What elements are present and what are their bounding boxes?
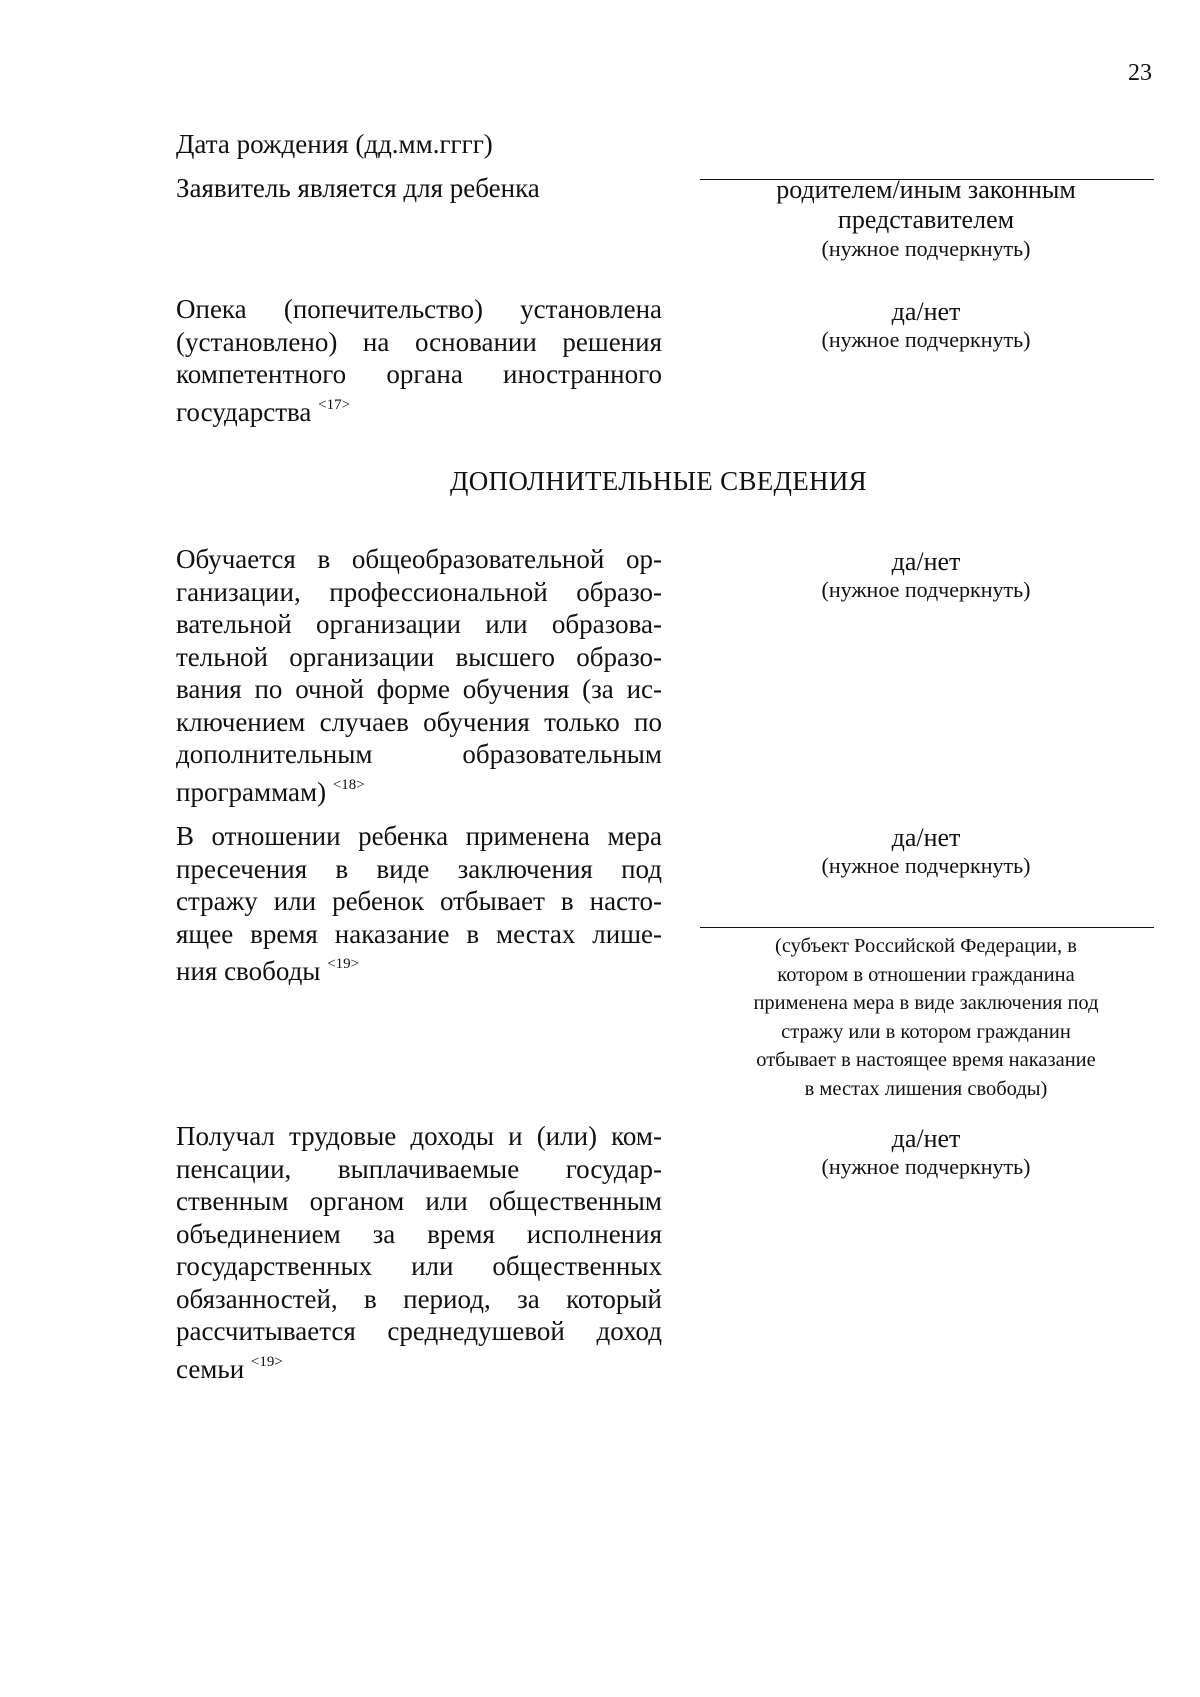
education-hint: (нужное подчеркнуть)	[821, 577, 1031, 602]
guardianship-line: компетентного органа иностранного	[176, 359, 662, 389]
education-line: тельной организации высшего образо-	[176, 641, 662, 672]
detention-label	[176, 820, 662, 988]
detention-value[interactable]: да/нет	[891, 823, 961, 852]
applicant-role-value-line1[interactable]: родителем/иным законным	[776, 175, 1076, 204]
education-line: Обучается в общеобразовательной ор-	[176, 544, 662, 574]
region-note-line: применена мера в виде заключения под	[753, 992, 1099, 1014]
detention-line: пресечения в виде заключения под	[176, 853, 662, 884]
region-field-line[interactable]	[700, 927, 1154, 928]
guardianship-line: (установлено) на основании решения	[176, 326, 662, 357]
birth-date-label: Дата рождения (дд.мм.гггг)	[176, 129, 493, 159]
education-line-last: программам) $^{<18>}$	[176, 776, 365, 807]
guardianship-line: Опека (попечительство) установлена	[176, 294, 662, 324]
labor-income-label	[176, 1120, 662, 1385]
education-line: вательной организации или образова-	[176, 609, 662, 639]
region-note-line: в местах лишения свободы)	[804, 1077, 1048, 1100]
education-line: ганизации, профессиональной образо-	[176, 576, 662, 607]
education-value[interactable]: да/нет	[891, 547, 961, 576]
page-number: 23	[1128, 60, 1152, 86]
education-line: ключением случаев обучения только по	[176, 706, 662, 737]
education-line: дополнительным образовательным	[176, 739, 662, 769]
guardianship-options	[700, 297, 1152, 354]
footnote-ref: <19>	[250, 1353, 283, 1370]
labor-income-line: государственных или общественных	[176, 1251, 662, 1281]
education-label	[176, 543, 662, 808]
footnote-ref: <19>	[327, 956, 360, 972]
labor-income-line: Получал трудовые доходы и (или) ком-	[176, 1121, 662, 1151]
labor-income-line: обязанностей, в период, за который	[176, 1283, 662, 1314]
section-heading: ДОПОЛНИТЕЛЬНЫЕ СВЕДЕНИЯ	[450, 466, 867, 496]
labor-income-options	[700, 1124, 1152, 1181]
applicant-role-label: Заявитель является для ребенка	[176, 173, 540, 203]
education-line: вания по очной форме обучения (за ис-	[176, 674, 662, 704]
footnote-ref: <18>	[332, 776, 365, 793]
region-note-line: котором в отношении гражданина	[777, 963, 1075, 986]
applicant-role-options	[700, 175, 1152, 263]
labor-income-line: ственным органом или общественным	[176, 1186, 662, 1216]
detention-line: В отношении ребенка применена мера	[176, 821, 662, 851]
guardianship-label	[176, 293, 662, 428]
detention-line: стражу или ребенок отбывает в насто-	[176, 886, 662, 916]
guardianship-line-last: государства $^{<17>}$	[176, 396, 351, 427]
detention-options	[700, 823, 1152, 880]
applicant-role-value-line2[interactable]: представителем	[837, 205, 1015, 234]
detention-line: ящее время наказание в местах лише-	[176, 918, 662, 949]
region-note-line: (субъект Российской Федерации, в	[775, 935, 1077, 957]
detention-line-last: ния свободы $^{<19>}$	[176, 956, 360, 986]
labor-income-line-last: семьи $^{<19>}$	[176, 1353, 283, 1384]
detention-hint: (нужное подчеркнуть)	[821, 853, 1031, 878]
guardianship-value[interactable]: да/нет	[891, 297, 961, 326]
labor-income-line: пенсации, выплачиваемые государ-	[176, 1153, 662, 1184]
labor-income-line: рассчитывается среднедушевой доход	[176, 1316, 662, 1346]
region-note-line: стражу или в котором гражданин	[781, 1020, 1071, 1043]
guardianship-hint: (нужное подчеркнуть)	[821, 327, 1031, 352]
education-options	[700, 547, 1152, 604]
applicant-role-hint: (нужное подчеркнуть)	[821, 236, 1031, 261]
region-note	[700, 932, 1152, 1103]
labor-income-hint: (нужное подчеркнуть)	[821, 1154, 1031, 1179]
region-note-line: отбывает в настоящее время наказание	[756, 1049, 1096, 1071]
labor-income-line: объединением за время исполнения	[176, 1218, 662, 1249]
labor-income-value[interactable]: да/нет	[891, 1124, 961, 1153]
footnote-ref: <17>	[318, 396, 351, 413]
